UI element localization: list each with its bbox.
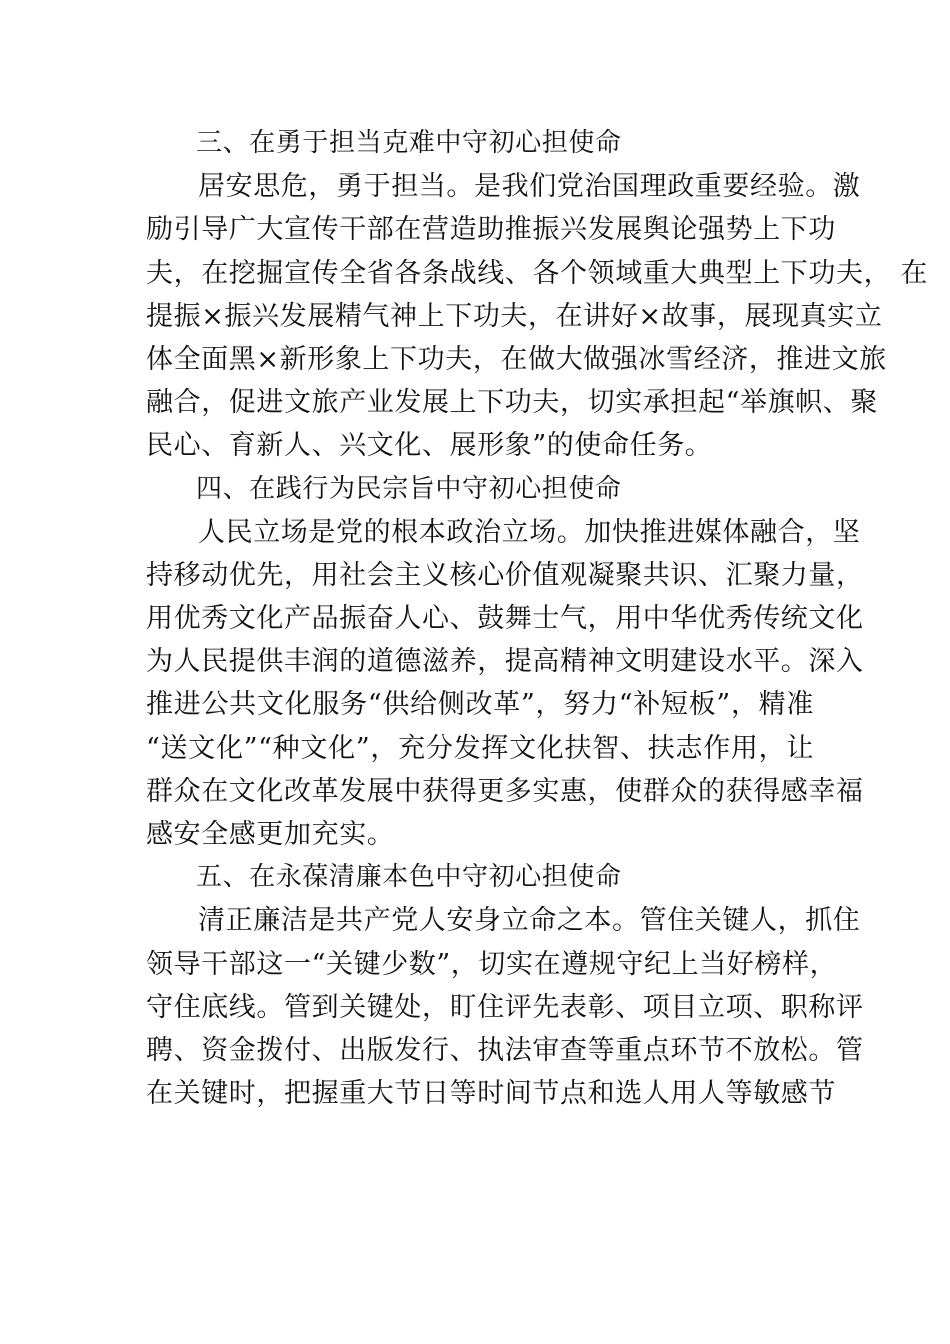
document-body (146, 122, 928, 1115)
paragraph-line: 守住底线。管到关键处，盯住评先表彰、项目立项、职称评 (146, 991, 864, 1023)
paragraph-line: 聘、资金拨付、出版发行、执法审查等重点环节不放松。管 (146, 1034, 864, 1066)
paragraph-line: 感安全感更加充实。 (146, 819, 395, 850)
paragraph-line: 清正廉洁是共产党人安身立命之本。管住关键人，抓住 (198, 905, 861, 937)
paragraph-line: 夫，在挖掘宣传全省各条战线、各个领域重大典型上下功夫， 在 (146, 257, 928, 289)
paragraph-line: 融合，促进文旅产业发展上下功夫，切实承担起“举旗帜、聚 (146, 387, 879, 419)
paragraph-line: “送文化”“种文化”，充分发挥文化扶智、扶志作用，让 (146, 732, 814, 764)
paragraph-line: 人民立场是党的根本政治立场。加快推进媒体融合，坚 (198, 516, 861, 548)
paragraph-line: 体全面黑×新形象上下功夫，在做大做强冰雪经济，推进文旅 (146, 343, 887, 375)
section-heading-4: 四、在践行为民宗旨中守初心担使命 (196, 473, 622, 504)
paragraph-line: 为人民提供丰润的道德滋养，提高精神文明建设水平。深入 (146, 646, 864, 678)
paragraph-line: 居安思危，勇于担当。是我们党治国理政重要经验。激 (198, 171, 861, 203)
section-heading-5: 五、在永葆清廉本色中守初心担使命 (196, 862, 622, 893)
paragraph-line: 用优秀文化产品振奋人心、鼓舞士气，用中华优秀传统文化 (146, 603, 864, 635)
paragraph-line: 提振×振兴发展精气神上下功夫，在讲好×故事，展现真实立 (146, 300, 883, 332)
paragraph-line: 领导干部这一“关键少数”，切实在遵规守纪上当好榜样， (146, 948, 838, 980)
paragraph-line: 群众在文化改革发展中获得更多实惠，使群众的获得感幸福 (146, 775, 864, 807)
paragraph-line: 民心、育新人、兴文化、展形象”的使命任务。 (146, 430, 713, 462)
paragraph-line: 推进公共文化服务“供给侧改革”，努力“补短板”，精准 (146, 689, 814, 721)
paragraph-line: 励引导广大宣传干部在营造助推振兴发展舆论强势上下功 (146, 214, 836, 246)
paragraph-line: 在关键时，把握重大节日等时间节点和选人用人等敏感节 (146, 1078, 836, 1110)
paragraph-line: 持移动优先，用社会主义核心价值观凝聚共识、汇聚力量， (146, 559, 864, 591)
section-heading-3: 三、在勇于担当克难中守初心担使命 (196, 128, 622, 158)
